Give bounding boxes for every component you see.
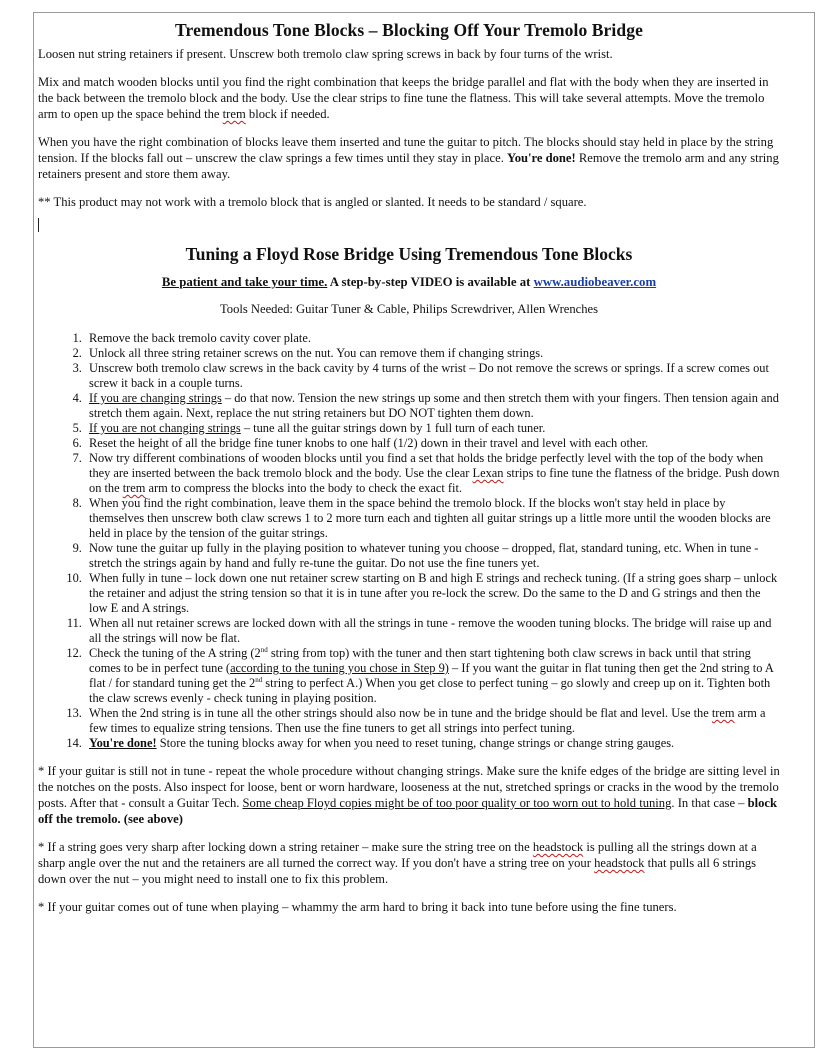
p3-text-b: Remove the tremolo arm and any string retainers present and store them away. bbox=[38, 151, 779, 181]
note-2 bbox=[38, 839, 780, 887]
audiobeaver-link[interactable]: www.audiobeaver.com bbox=[533, 275, 657, 289]
step-8-text: When you find the right combination, leave them in the space behind the tremolo block. If the blocks won't stay held in place by themselves then unscrew both claw screws 1 to 2 more turn each and tighten all guitar strings up a little more until the wooden blocks are held in place by the tension of the guitar strings. bbox=[89, 496, 771, 540]
section2-subtitle bbox=[38, 275, 780, 290]
step-5-text: – tune all the guitar strings down by 1 full turn of each tuner. bbox=[240, 421, 546, 435]
note-3 bbox=[38, 899, 780, 915]
step-6-text: Reset the height of all the bridge fine tuner knobs to one half (1/2) down in their travel and level with each other. bbox=[89, 436, 649, 450]
note-2-headstock-2: headstock bbox=[594, 856, 645, 870]
step-10-text: When fully in tune – lock down one nut retainer screw starting on B and high E strings and recheck tuning. (If a string goes sharp – unlock the retainer and adjust the string tension so that it is in tune after you re-lock the screw. Do the same to the D and G strings and then the low E and A strings. bbox=[89, 571, 778, 615]
p2-trem: trem bbox=[222, 107, 246, 121]
note-1-text-b: . In that case – bbox=[671, 796, 748, 810]
step-13-text-b: arm a few times to equalize string tensions. Then use the fine tuners to get all strings into perfect tuning. bbox=[89, 706, 766, 735]
note-2-text-b: is pulling all the strings down at a sharp angle over the nut and the retainers are all turned the correct way. If you don't have a string tree on your bbox=[38, 840, 757, 870]
step-14 bbox=[85, 736, 780, 751]
step-7-trem: trem bbox=[122, 481, 146, 495]
text-cursor bbox=[38, 218, 39, 232]
step-10 bbox=[85, 571, 780, 616]
step-7-text-a: Now try different combinations of wooden blocks until you find a set that holds the bridge perfectly level with the top of the body when they are inserted between the back tremolo block and the body. Use the clear bbox=[89, 451, 764, 480]
step-1-text: Remove the back tremolo cavity cover plate. bbox=[89, 331, 311, 345]
step-12-underlined: according to the tuning you chose in Step 9) bbox=[230, 661, 449, 675]
step-1 bbox=[85, 331, 780, 346]
p1-text: Loosen nut string retainers if present. Unscrew both tremolo claw spring screws in back by four turns of the wrist. bbox=[38, 47, 613, 61]
step-5-underlined: If you are not changing strings bbox=[89, 421, 241, 435]
step-8 bbox=[85, 496, 780, 541]
step-5 bbox=[85, 421, 780, 436]
step-9 bbox=[85, 541, 780, 571]
note-2-text-c: that pulls all 6 strings down over the nut – you might need to install one to fix this problem. bbox=[38, 856, 757, 886]
subtitle-underlined: Be patient and take your time. bbox=[161, 275, 328, 289]
p3-text-a: When you have the right combination of blocks leave them inserted and tune the guitar to pitch. The blocks should stay held in place by the string tension. If the blocks fall out – unscrew the claw springs a few times until they stay in place. bbox=[38, 135, 774, 165]
notes bbox=[38, 763, 780, 915]
note-2-headstock-1: headstock bbox=[532, 840, 584, 854]
note-1-bold: block off the tremolo. (see above) bbox=[38, 796, 778, 826]
step-13 bbox=[85, 706, 780, 736]
step-12-text-a: Check the tuning of the A string (2 bbox=[89, 646, 261, 660]
subtitle-text: A step-by-step VIDEO is available at bbox=[327, 275, 534, 289]
p2-text-b: block if needed. bbox=[245, 107, 330, 121]
step-12-text-b: string from top) with the tuner and then start tightening both claw screws in back until that string comes to be in perfect tune ( bbox=[89, 646, 751, 675]
step-3 bbox=[85, 361, 780, 391]
steps-list bbox=[38, 331, 780, 751]
note-3-text: * If your guitar comes out of tune when playing – whammy the arm hard to bring it back into tune before using the fine tuners. bbox=[38, 900, 677, 914]
section1-paragraph-2 bbox=[38, 74, 780, 122]
step-2 bbox=[85, 346, 780, 361]
note-1-text-a: * If your guitar is still not in tune - repeat the whole procedure without changing strings. Make sure the knife edges of the bridge are sitting level in the notches on the posts. Also inspect for loose, bent or worn hardware, looseness at the nut, stretched springs or cracks in the wood by the tremolo posts. After that - consult a Guitar Tech. bbox=[38, 764, 780, 810]
note-1 bbox=[38, 763, 780, 827]
step-12 bbox=[85, 646, 780, 706]
step-9-text: Now tune the guitar up fully in the playing position to whatever tuning you choose – dropped, flat, standard tuning, etc. When in tune - stretch the strings again by hand and fully re-tune the guitar. Do not use the fine tuners yet. bbox=[89, 541, 759, 570]
section1-paragraph-4 bbox=[38, 194, 780, 210]
document-content bbox=[38, 20, 780, 915]
step-7-text-b: strips to fine tune the flatness of the bridge. Push down on the bbox=[89, 466, 780, 495]
step-12-text-c: – If you want the guitar in flat tuning then get the 2nd string to A flat / for standard tuning get the 2 bbox=[89, 661, 774, 690]
step-12-sup-2: nd bbox=[255, 675, 263, 684]
tools-needed: Tools Needed: Guitar Tuner & Cable, Philips Screwdriver, Allen Wrenches bbox=[219, 302, 599, 316]
note-2-text-a: * If a string goes very sharp after locking down a string retainer – make sure the string tree on the bbox=[38, 840, 533, 854]
section1-title: Tremendous Tone Blocks – Blocking Off Your Tremolo Bridge bbox=[175, 20, 643, 40]
section2-title: Tuning a Floyd Rose Bridge Using Tremendous Tone Blocks bbox=[185, 244, 633, 264]
step-4-text: – do that now. Tension the new strings up some and then stretch them with your fingers. Then tension again and stretch them again. Next, replace the nut string retainers but DO NOT tighten them down. bbox=[89, 391, 779, 420]
step-13-text-a: When the 2nd string is in tune all the other strings should also now be in tune and the bridge should be flat and level. Use the bbox=[89, 706, 712, 720]
step-11-text: When all nut retainer screws are locked down with all the strings in tune - remove the wooden tuning blocks. The bridge will raise up and all the strings will now be flat. bbox=[89, 616, 772, 645]
step-7-lexan: Lexan bbox=[472, 466, 504, 480]
step-12-sup-1: nd bbox=[260, 645, 268, 654]
step-14-text: Store the tuning blocks away for when you need to reset tuning, change strings or change string gauges. bbox=[156, 736, 675, 750]
section1-paragraph-1 bbox=[38, 46, 780, 62]
step-7 bbox=[85, 451, 780, 496]
p3-bold: You're done! bbox=[507, 151, 576, 165]
step-2-text: Unlock all three string retainer screws on the nut. You can remove them if changing strings. bbox=[89, 346, 544, 360]
step-4 bbox=[85, 391, 780, 421]
step-7-text-c: arm to compress the blocks into the body to check the exact fit. bbox=[145, 481, 463, 495]
section1-paragraph-3 bbox=[38, 134, 780, 182]
step-4-underlined: If you are changing strings bbox=[89, 391, 222, 405]
section2 bbox=[38, 244, 780, 751]
step-14-underlined: You're done! bbox=[89, 736, 157, 750]
step-12-text-d: string to perfect A.) When you get close to perfect tuning – go slowly and creep up on it. Tighten both the claw screws evenly - check tuning in playing position. bbox=[89, 676, 771, 705]
step-3-text: Unscrew both tremolo claw screws in the back cavity by 4 turns of the wrist – Do not remove the screws or springs. If a screw comes out screw it back in a couple turns. bbox=[89, 361, 769, 390]
step-11 bbox=[85, 616, 780, 646]
note-1-underlined: Some cheap Floyd copies might be of too poor quality or too worn out to hold tuning bbox=[242, 796, 672, 810]
p4-text: ** This product may not work with a tremolo block that is angled or slanted. It needs to be standard / square. bbox=[38, 195, 587, 209]
step-13-trem: trem bbox=[711, 706, 735, 720]
p2-text-a: Mix and match wooden blocks until you find the right combination that keeps the bridge parallel and flat with the body when they are inserted in the back between the tremolo block and the body. Use the clear strips to fine tune the flatness. This will take several attempts. Move the tremolo arm to open up the space behind the bbox=[38, 75, 769, 121]
step-6 bbox=[85, 436, 780, 451]
